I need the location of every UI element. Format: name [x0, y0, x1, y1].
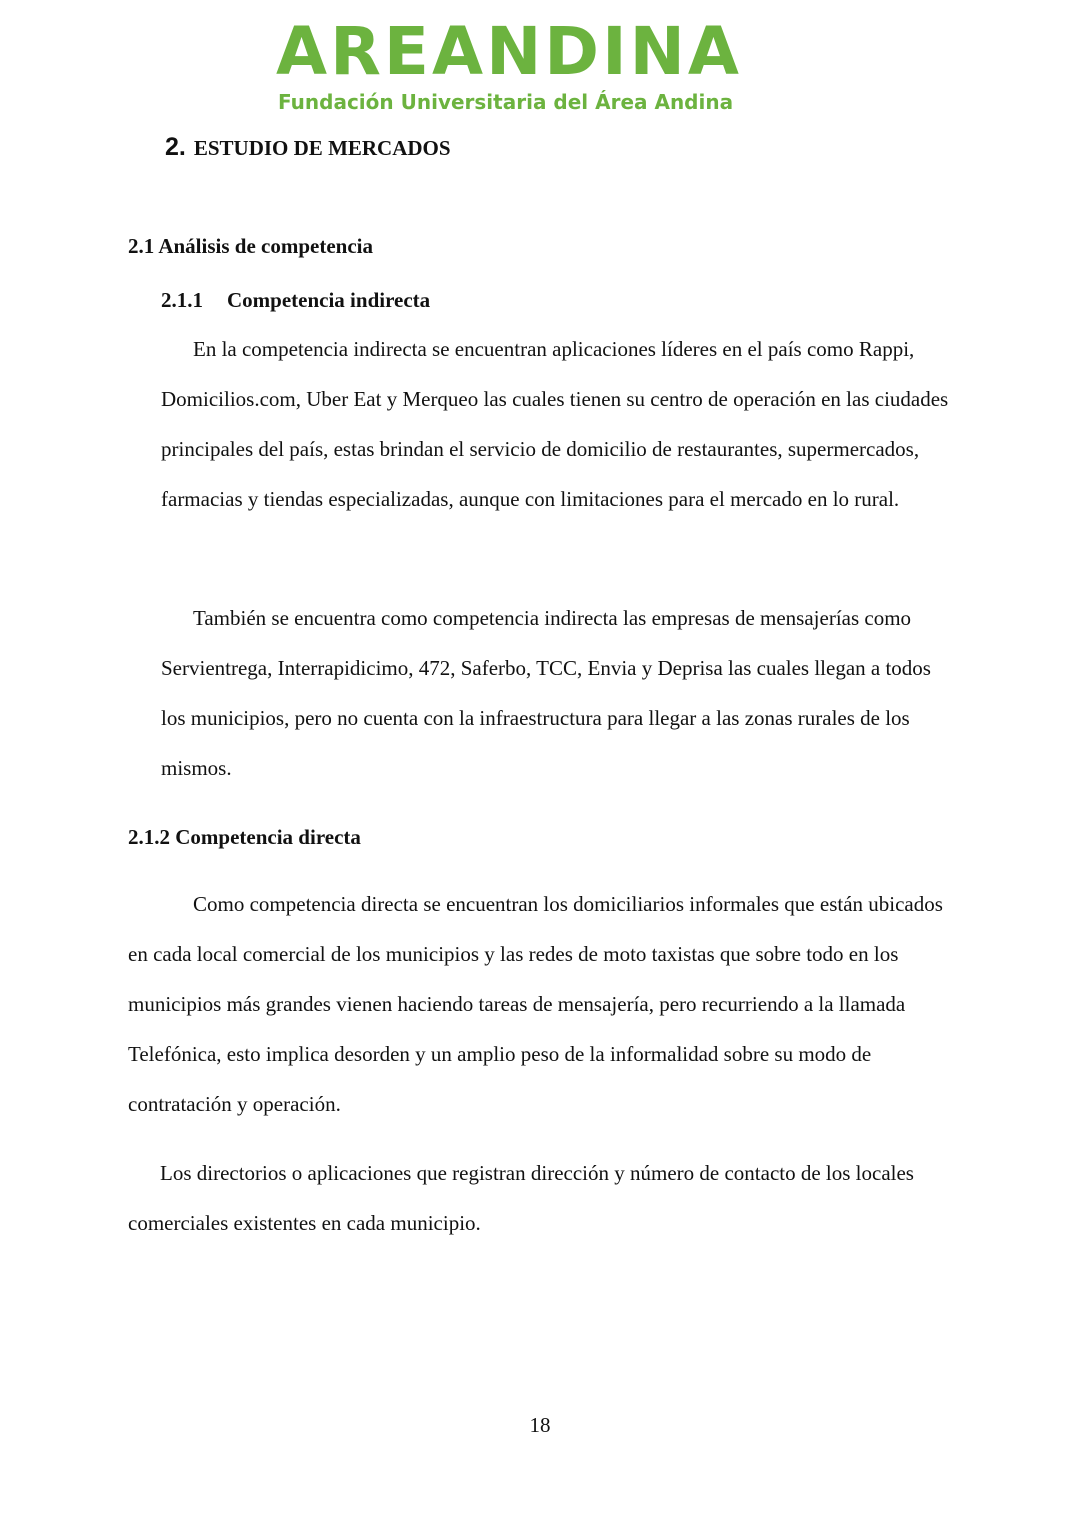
subsection-number-2-1-1: 2.1.1 [161, 288, 203, 312]
logo-subtitle: Fundación Universitaria del Área Andina [278, 90, 734, 114]
areandina-logo [268, 12, 742, 120]
paragraph-direct-2: Los directorios o aplicaciones que registran dirección y número de contacto de los locales comerciales existentes en cada municipio. [128, 1161, 914, 1235]
subsection-title-2-1-1: Competencia indirecta [227, 288, 431, 312]
paragraph-indirect-1: En la competencia indirecta se encuentran aplicaciones líderes en el país como Rappi, Domicilios.com, Uber Eat y Merqueo las cuales tienen su centro de operación en las ciudades principales del país, estas brindan el servicio de domicilio de restaurantes, supermercados, farmacias y tiendas especializadas, aunque con limitaciones para el mercado en lo rural. [161, 337, 949, 511]
logo-wordmark: AREANDINA [276, 13, 742, 90]
subsection-heading-2-1: 2.1 Análisis de competencia [128, 234, 373, 258]
section-heading [165, 132, 451, 166]
paragraph-indirect-2: También se encuentra como competencia indirecta las empresas de mensajerías como Servientrega, Interrapidicimo, 472, Saferbo, TCC, Envia y Deprisa las cuales llegan a todos los municipios, pero no cuenta con la infraestructura para llegar a las zonas rurales de los mismos. [161, 606, 931, 780]
paragraph-direct-1: Como competencia directa se encuentran los domiciliarios informales que están ubicados en cada local comercial de los municipios y las redes de moto taxistas que sobre todo en los municipios más grandes vienen haciendo tareas de mensajería, pero recurriendo a la llamada Telefónica, esto implica desorden y un amplio peso de la informalidad sobre su modo de contratación y operación. [128, 892, 943, 1116]
page-number: 18 [529, 1413, 551, 1437]
section-title: ESTUDIO DE MERCADOS [193, 136, 451, 160]
subsection-heading-2-1-2: 2.1.2 Competencia directa [128, 825, 361, 849]
section-number: 2. [165, 133, 186, 161]
subsection-heading-2-1-1 [161, 287, 430, 313]
